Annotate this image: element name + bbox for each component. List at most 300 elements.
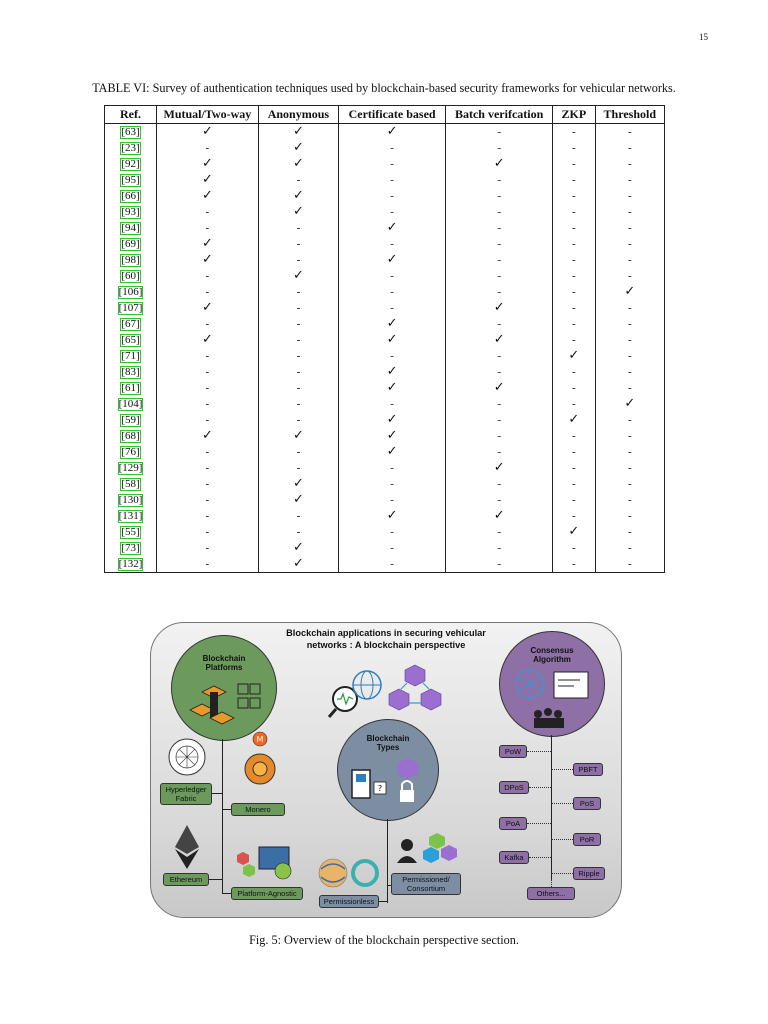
dash-mark: -	[497, 237, 501, 250]
table-row	[105, 556, 665, 573]
dash-mark: -	[497, 525, 501, 538]
column-header: Batch verifcation	[446, 106, 553, 124]
dash-mark: -	[572, 557, 576, 570]
citation-link[interactable]: [92]	[121, 157, 140, 170]
node-monero: Monero	[231, 803, 285, 816]
citation-link[interactable]: [83]	[121, 365, 140, 378]
table-cell	[258, 220, 338, 236]
dash-mark: -	[572, 461, 576, 474]
table-cell	[595, 396, 664, 412]
table-cell	[157, 492, 259, 508]
checkmark: ✓	[386, 380, 398, 395]
citation-link[interactable]: [129]	[118, 461, 143, 474]
citation-link[interactable]: [60]	[121, 269, 140, 282]
dash-mark: -	[390, 157, 394, 170]
dash-mark: -	[627, 317, 632, 330]
table-cell	[553, 476, 595, 492]
dash-mark: -	[205, 205, 210, 218]
table-cell	[553, 508, 595, 524]
table-cell	[446, 124, 553, 141]
table-row	[105, 188, 665, 204]
citation-link[interactable]: [71]	[121, 349, 140, 362]
checkmark: ✓	[386, 252, 398, 267]
table-cell	[446, 300, 553, 316]
dash-mark: -	[627, 189, 632, 202]
table-cell	[595, 316, 664, 332]
citation-link[interactable]: [76]	[121, 445, 140, 458]
table-cell	[595, 236, 664, 252]
dash-mark: -	[572, 397, 576, 410]
table-cell	[446, 332, 553, 348]
hyperledger-icon	[167, 737, 207, 777]
table-cell	[157, 300, 259, 316]
citation-link[interactable]: [94]	[121, 221, 140, 234]
table-cell	[595, 460, 664, 476]
table-cell	[553, 188, 595, 204]
table-cell	[339, 428, 446, 444]
table-cell	[157, 284, 259, 300]
checkmark: ✓	[201, 300, 213, 315]
checkmark: ✓	[292, 492, 304, 507]
table-cell	[553, 156, 595, 172]
dash-mark: -	[390, 461, 394, 474]
platforms-label: Blockchain Platforms	[202, 654, 246, 672]
dash-mark: -	[572, 429, 576, 442]
table-row	[105, 492, 665, 508]
table-cell	[595, 300, 664, 316]
table-cell	[553, 524, 595, 540]
dash-mark: -	[627, 173, 632, 186]
table-cell	[595, 476, 664, 492]
table-cell	[258, 348, 338, 364]
table-cell	[446, 524, 553, 540]
table-row	[105, 252, 665, 268]
table-cell	[258, 188, 338, 204]
table-row	[105, 172, 665, 188]
table-cell	[446, 348, 553, 364]
table-cell	[339, 492, 446, 508]
table-cell	[446, 236, 553, 252]
dash-mark: -	[497, 477, 501, 490]
dash-mark: -	[296, 445, 301, 458]
table-row	[105, 348, 665, 364]
table-cell	[553, 284, 595, 300]
dash-mark: -	[497, 205, 501, 218]
dash-mark: -	[627, 509, 632, 522]
table-cell	[258, 556, 338, 573]
dash-mark: -	[205, 493, 210, 506]
dash-mark: -	[572, 541, 576, 554]
checkmark: ✓	[201, 172, 213, 187]
table-cell	[258, 316, 338, 332]
ref-cell	[105, 204, 157, 220]
consensus-circle	[499, 631, 605, 737]
table-cell	[446, 540, 553, 556]
table-cell	[258, 492, 338, 508]
blockchain-perspective-figure	[150, 622, 622, 918]
dash-mark: -	[572, 285, 576, 298]
node-permissioned-consortium: Permissioned/ Consortium	[391, 873, 461, 895]
citation-link[interactable]: [55]	[121, 525, 140, 538]
citation-link[interactable]: [130]	[118, 493, 143, 506]
checkmark: ✓	[624, 396, 636, 411]
table-cell	[446, 204, 553, 220]
table-cell	[553, 252, 595, 268]
checkmark: ✓	[386, 412, 398, 427]
dash-mark: -	[627, 221, 632, 234]
dash-mark: -	[390, 525, 394, 538]
table-cell	[553, 380, 595, 396]
table-cell	[258, 236, 338, 252]
table-cell	[258, 380, 338, 396]
ref-cell	[105, 300, 157, 316]
table-cell	[595, 140, 664, 156]
table-cell	[157, 556, 259, 573]
checkmark: ✓	[292, 268, 304, 283]
table-cell	[553, 396, 595, 412]
citation-link[interactable]: [107]	[118, 301, 143, 314]
table-cell	[258, 140, 338, 156]
table-cell	[157, 204, 259, 220]
ref-cell	[105, 220, 157, 236]
table-cell	[446, 252, 553, 268]
dash-mark: -	[627, 461, 632, 474]
ref-cell	[105, 524, 157, 540]
search-network-icon	[327, 669, 387, 719]
dash-mark: -	[205, 141, 210, 154]
checkmark: ✓	[493, 156, 505, 171]
citation-link[interactable]: [104]	[118, 397, 143, 410]
dash-mark: -	[627, 125, 632, 138]
node-por: PoR	[573, 833, 601, 846]
table-cell	[339, 556, 446, 573]
ref-cell	[105, 156, 157, 172]
table-cell	[446, 188, 553, 204]
table-row	[105, 444, 665, 460]
dash-mark: -	[627, 205, 632, 218]
table-cell	[339, 204, 446, 220]
citation-link[interactable]: [65]	[121, 333, 140, 346]
table-cell	[339, 268, 446, 284]
checkmark: ✓	[292, 540, 304, 555]
table-cell	[446, 140, 553, 156]
table-cell	[339, 332, 446, 348]
dash-mark: -	[390, 205, 394, 218]
ref-cell	[105, 124, 157, 141]
table-cell	[446, 508, 553, 524]
table-cell	[157, 124, 259, 141]
permissionless-icon	[317, 855, 381, 891]
table-row	[105, 156, 665, 172]
node-poa: PoA	[499, 817, 527, 830]
table-cell	[157, 396, 259, 412]
ethereum-icon	[173, 825, 201, 869]
consensus-label: Consensus Algorithm	[530, 646, 574, 664]
table-cell	[157, 476, 259, 492]
node-ethereum: Ethereum	[163, 873, 209, 886]
citation-link[interactable]: [132]	[118, 557, 143, 570]
citation-link[interactable]: [63]	[121, 125, 140, 138]
citation-link[interactable]: [93]	[121, 205, 140, 218]
citation-link[interactable]: [58]	[121, 477, 140, 490]
ref-cell	[105, 140, 157, 156]
ref-cell	[105, 460, 157, 476]
column-header: Certificate based	[339, 106, 446, 124]
table-cell	[258, 156, 338, 172]
table-cell	[157, 332, 259, 348]
table-cell	[553, 236, 595, 252]
table-cell	[553, 460, 595, 476]
dash-mark: -	[497, 557, 501, 570]
dash-mark: -	[627, 253, 632, 266]
dash-mark: -	[497, 189, 501, 202]
citation-link[interactable]: [69]	[121, 237, 140, 250]
checkmark: ✓	[292, 188, 304, 203]
dash-mark: -	[572, 493, 576, 506]
table-cell	[595, 204, 664, 220]
table-cell	[157, 540, 259, 556]
table-cell	[258, 268, 338, 284]
node-pos: PoS	[573, 797, 601, 810]
table-cell	[339, 508, 446, 524]
table-cell	[157, 364, 259, 380]
dash-mark: -	[296, 221, 301, 234]
figure-caption: Fig. 5: Overview of the blockchain perspective section.	[249, 933, 519, 947]
table-cell	[157, 172, 259, 188]
dash-mark: -	[205, 285, 210, 298]
table-cell	[595, 492, 664, 508]
table-cell	[446, 460, 553, 476]
table-cell	[553, 140, 595, 156]
ref-cell	[105, 476, 157, 492]
table-cell	[258, 364, 338, 380]
dash-mark: -	[296, 525, 301, 538]
dash-mark: -	[296, 381, 301, 394]
table-cell	[595, 508, 664, 524]
dash-mark: -	[205, 349, 210, 362]
checkmark: ✓	[493, 300, 505, 315]
dash-mark: -	[205, 541, 210, 554]
dash-mark: -	[572, 157, 576, 170]
column-header: Threshold	[595, 106, 664, 124]
table-row	[105, 508, 665, 524]
dash-mark: -	[497, 365, 501, 378]
citation-link[interactable]: [131]	[118, 509, 143, 522]
checkmark: ✓	[386, 220, 398, 235]
table-cell	[595, 284, 664, 300]
table-cell	[157, 268, 259, 284]
platform-agnostic-icon	[229, 845, 299, 885]
dash-mark: -	[627, 157, 632, 170]
column-header: Anonymous	[258, 106, 338, 124]
node-kafka: Kafka	[499, 851, 529, 864]
dash-mark: -	[390, 189, 394, 202]
table-cell	[553, 556, 595, 573]
checkmark: ✓	[292, 156, 304, 171]
types-circle	[337, 719, 439, 821]
table-cell	[595, 332, 664, 348]
ref-cell	[105, 364, 157, 380]
table-cell	[446, 412, 553, 428]
dash-mark: -	[497, 125, 501, 138]
node-hyperledger-fabric: Hyperledger Fabric	[160, 783, 212, 805]
dash-mark: -	[390, 397, 394, 410]
dash-mark: -	[572, 509, 576, 522]
dash-mark: -	[497, 541, 501, 554]
dash-mark: -	[497, 349, 501, 362]
dash-mark: -	[572, 445, 576, 458]
table-cell	[258, 428, 338, 444]
dash-mark: -	[497, 317, 501, 330]
table-cell	[157, 444, 259, 460]
ref-cell	[105, 172, 157, 188]
ref-cell	[105, 252, 157, 268]
dash-mark: -	[205, 525, 210, 538]
dash-mark: -	[205, 397, 210, 410]
table-cell	[157, 236, 259, 252]
table-cell	[258, 172, 338, 188]
dash-mark: -	[627, 333, 632, 346]
table-cell	[595, 540, 664, 556]
checkmark: ✓	[493, 380, 505, 395]
dash-mark: -	[296, 461, 301, 474]
table-header-row	[105, 106, 665, 124]
dash-mark: -	[296, 413, 301, 426]
table-cell	[595, 444, 664, 460]
citation-link[interactable]: [66]	[121, 189, 140, 202]
table-row	[105, 396, 665, 412]
citation-link[interactable]: [67]	[121, 317, 140, 330]
checkmark: ✓	[386, 428, 398, 443]
table-cell	[595, 124, 664, 141]
dash-mark: -	[497, 445, 501, 458]
checkmark: ✓	[201, 124, 213, 139]
dash-mark: -	[572, 125, 576, 138]
figure-title: Blockchain applications in securing vehicular networks : A blockchain perspective	[286, 628, 486, 650]
table-cell	[157, 460, 259, 476]
dash-mark: -	[572, 333, 576, 346]
dash-mark: -	[572, 301, 576, 314]
checkmark: ✓	[386, 508, 398, 523]
table-row	[105, 428, 665, 444]
dash-mark: -	[627, 269, 632, 282]
table-cell	[339, 300, 446, 316]
citation-link[interactable]: [61]	[121, 381, 140, 394]
table-cell	[157, 188, 259, 204]
dash-mark: -	[627, 429, 632, 442]
table-cell	[595, 412, 664, 428]
checkmark: ✓	[568, 524, 580, 539]
dash-mark: -	[572, 269, 576, 282]
checkmark: ✓	[201, 332, 213, 347]
dash-mark: -	[627, 237, 632, 250]
table-row	[105, 332, 665, 348]
dash-mark: -	[390, 493, 394, 506]
dash-mark: -	[497, 285, 501, 298]
table-cell	[446, 476, 553, 492]
dash-mark: -	[296, 253, 301, 266]
checkmark: ✓	[568, 412, 580, 427]
table-cell	[339, 316, 446, 332]
dash-mark: -	[572, 477, 576, 490]
dash-mark: -	[205, 381, 210, 394]
citation-link[interactable]: [73]	[121, 541, 140, 554]
table-cell	[553, 412, 595, 428]
citation-link[interactable]: [23]	[121, 141, 140, 154]
table-cell	[157, 316, 259, 332]
table-cell	[553, 316, 595, 332]
ref-cell	[105, 444, 157, 460]
table-cell	[258, 460, 338, 476]
table-row	[105, 412, 665, 428]
table-cell	[595, 524, 664, 540]
table-cell	[339, 364, 446, 380]
table-row	[105, 300, 665, 316]
checkmark: ✓	[386, 316, 398, 331]
ref-cell	[105, 396, 157, 412]
table-cell	[258, 524, 338, 540]
dash-mark: -	[296, 349, 301, 362]
table-row	[105, 524, 665, 540]
table-cell	[339, 236, 446, 252]
table-cell	[157, 348, 259, 364]
table-cell	[553, 540, 595, 556]
dash-mark: -	[627, 557, 632, 570]
table-row	[105, 476, 665, 492]
table-cell	[258, 444, 338, 460]
table-cell	[339, 188, 446, 204]
checkmark: ✓	[292, 428, 304, 443]
table-row	[105, 380, 665, 396]
table-cell	[553, 492, 595, 508]
dash-mark: -	[205, 413, 210, 426]
citation-link[interactable]: [68]	[121, 429, 140, 442]
checkmark: ✓	[493, 460, 505, 475]
table-cell	[258, 476, 338, 492]
checkmark: ✓	[386, 444, 398, 459]
table-row	[105, 316, 665, 332]
table-cell	[339, 252, 446, 268]
table-cell	[339, 444, 446, 460]
citation-link[interactable]: [95]	[121, 173, 140, 186]
ref-cell	[105, 492, 157, 508]
citation-link[interactable]: [106]	[118, 285, 143, 298]
dash-mark: -	[296, 509, 301, 522]
table-cell	[157, 428, 259, 444]
table-cell	[339, 124, 446, 141]
table-row	[105, 140, 665, 156]
citation-link[interactable]: [59]	[121, 413, 140, 426]
table-cell	[595, 172, 664, 188]
dash-mark: -	[205, 477, 210, 490]
checkmark: ✓	[292, 124, 304, 139]
citation-link[interactable]: [98]	[121, 253, 140, 266]
dash-mark: -	[572, 253, 576, 266]
dash-mark: -	[296, 365, 301, 378]
table-cell	[258, 396, 338, 412]
dash-mark: -	[296, 397, 301, 410]
table-row	[105, 220, 665, 236]
dash-mark: -	[390, 557, 394, 570]
node-pow: PoW	[499, 745, 527, 758]
checkmark: ✓	[493, 332, 505, 347]
dash-mark: -	[497, 141, 501, 154]
node-permissionless: Permissionless	[319, 895, 379, 908]
table-cell	[339, 284, 446, 300]
platforms-circle	[171, 635, 277, 741]
dash-mark: -	[497, 269, 501, 282]
table-cell	[339, 156, 446, 172]
